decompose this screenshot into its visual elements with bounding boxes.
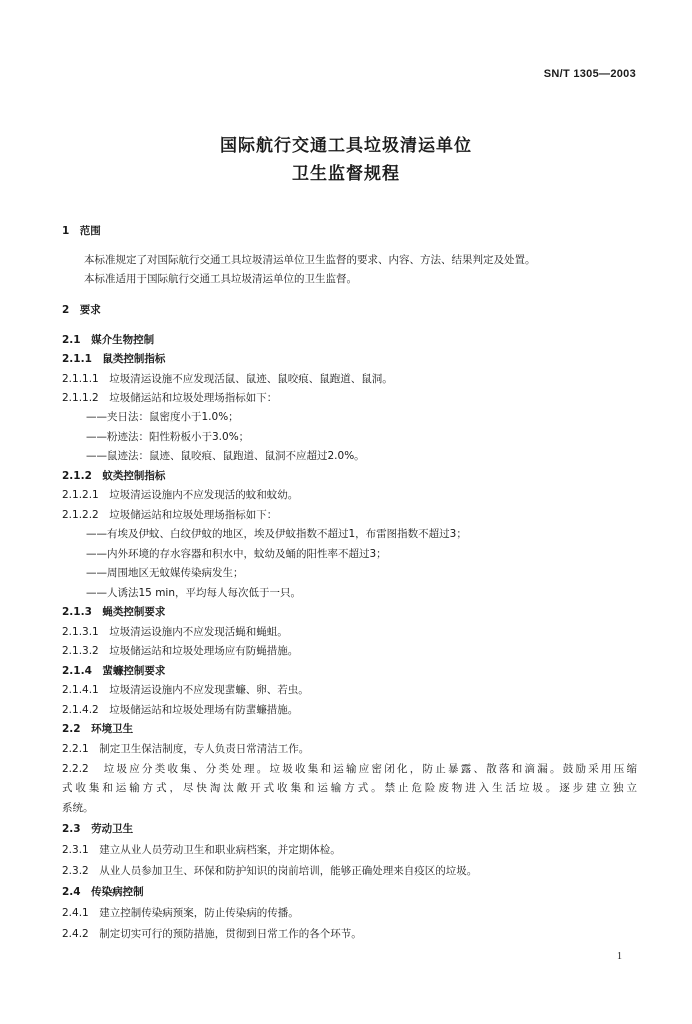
clause-2-4: 2.4 传染病控制 [62, 886, 144, 898]
clause-2-1-1: 2.1.1 鼠类控制指标 [62, 353, 166, 365]
clause-2-2: 2.2 环境卫生 [62, 723, 134, 735]
document-title-line2: 卫生监督规程 [292, 164, 400, 184]
clause-2-2-2-line2: 式收集和运输方式，尽快淘汰敞开式收集和运输方式。禁止危险废物进入生活垃圾。逐步建立独立 [62, 782, 637, 794]
clause-2-4-1: 2.4.1 建立控制传染病预案，防止传染病的传播。 [62, 907, 299, 919]
scope-paragraph-1: 本标准规定了对国际航行交通工具垃圾清运单位卫生监督的要求、内容、方法、结果判定及处置。 [84, 254, 536, 266]
page-number: 1 [617, 951, 622, 962]
clause-2-1-2: 2.1.2 蚊类控制指标 [62, 470, 166, 482]
clause-2-3-2: 2.3.2 从业人员参加卫生、环保和防护知识的岗前培训，能够正确处理来自疫区的垃圾。 [62, 865, 478, 877]
clause-2-2-2-line3: 系统。 [62, 802, 94, 814]
clause-2-1-1-1: 2.1.1.1 垃圾清运设施不应发现活鼠、鼠迹、鼠咬痕、鼠跑道、鼠洞。 [62, 373, 393, 385]
section-2-heading: 2 要求 [62, 304, 101, 316]
clause-2-1-3: 2.1.3 蝇类控制要求 [62, 606, 166, 618]
clause-2-1-2-1: 2.1.2.1 垃圾清运设施内不应发现活的蚊和蚊幼。 [62, 489, 299, 501]
clause-2-2-2-line1: 2.2.2 垃圾应分类收集、分类处理。垃圾收集和运输应密闭化，防止暴露、散落和滴漏。鼓励采用压缩 [62, 763, 637, 775]
clause-2-1-3-2: 2.1.3.2 垃圾储运站和垃圾处理场应有防蝇措施。 [62, 645, 299, 657]
clause-2-1-4-1: 2.1.4.1 垃圾清运设施内不应发现蜚蠊、卵、若虫。 [62, 684, 309, 696]
list-item: ——人诱法15 min，平均每人每次低于一只。 [86, 587, 301, 599]
section-1-heading: 1 范围 [62, 225, 101, 237]
clause-2-3-1: 2.3.1 建立从业人员劳动卫生和职业病档案，并定期体检。 [62, 844, 341, 856]
clause-2-2-1: 2.2.1 制定卫生保洁制度，专人负责日常清洁工作。 [62, 743, 310, 755]
clause-2-1-3-1: 2.1.3.1 垃圾清运设施内不应发现活蝇和蝇蛆。 [62, 626, 288, 638]
clause-2-1-4-2: 2.1.4.2 垃圾储运站和垃圾处理场有防蜚蠊措施。 [62, 704, 299, 716]
document-title-line1: 国际航行交通工具垃圾清运单位 [220, 136, 472, 156]
clause-2-1-4: 2.1.4 蜚蠊控制要求 [62, 665, 166, 677]
list-item: ——粉迹法：阳性粉板小于3.0%； [86, 431, 250, 443]
clause-2-3: 2.3 劳动卫生 [62, 823, 134, 835]
clause-2-4-2: 2.4.2 制定切实可行的预防措施，贯彻到日常工作的各个环节。 [62, 928, 362, 940]
clause-2-1: 2.1 媒介生物控制 [62, 334, 155, 346]
clause-2-1-2-2: 2.1.2.2 垃圾储运站和垃圾处理场指标如下： [62, 509, 278, 521]
standard-code: SN/T 1305—2003 [543, 68, 636, 80]
list-item: ——夹日法：鼠密度小于1.0%； [86, 411, 239, 423]
scope-paragraph-2: 本标准适用于国际航行交通工具垃圾清运单位的卫生监督。 [84, 273, 357, 285]
list-item: ——周围地区无蚊媒传染病发生； [86, 567, 244, 579]
clause-2-1-1-2: 2.1.1.2 垃圾储运站和垃圾处理场指标如下： [62, 392, 278, 404]
list-item: ——有埃及伊蚊、白纹伊蚊的地区，埃及伊蚊指数不超过1，布雷图指数不超过3； [86, 528, 467, 540]
list-item: ——内外环境的存水容器和积水中，蚊幼及蛹的阳性率不超过3； [86, 548, 387, 560]
list-item: ——鼠迹法：鼠迹、鼠咬痕、鼠跑道、鼠洞不应超过2.0%。 [86, 450, 365, 462]
